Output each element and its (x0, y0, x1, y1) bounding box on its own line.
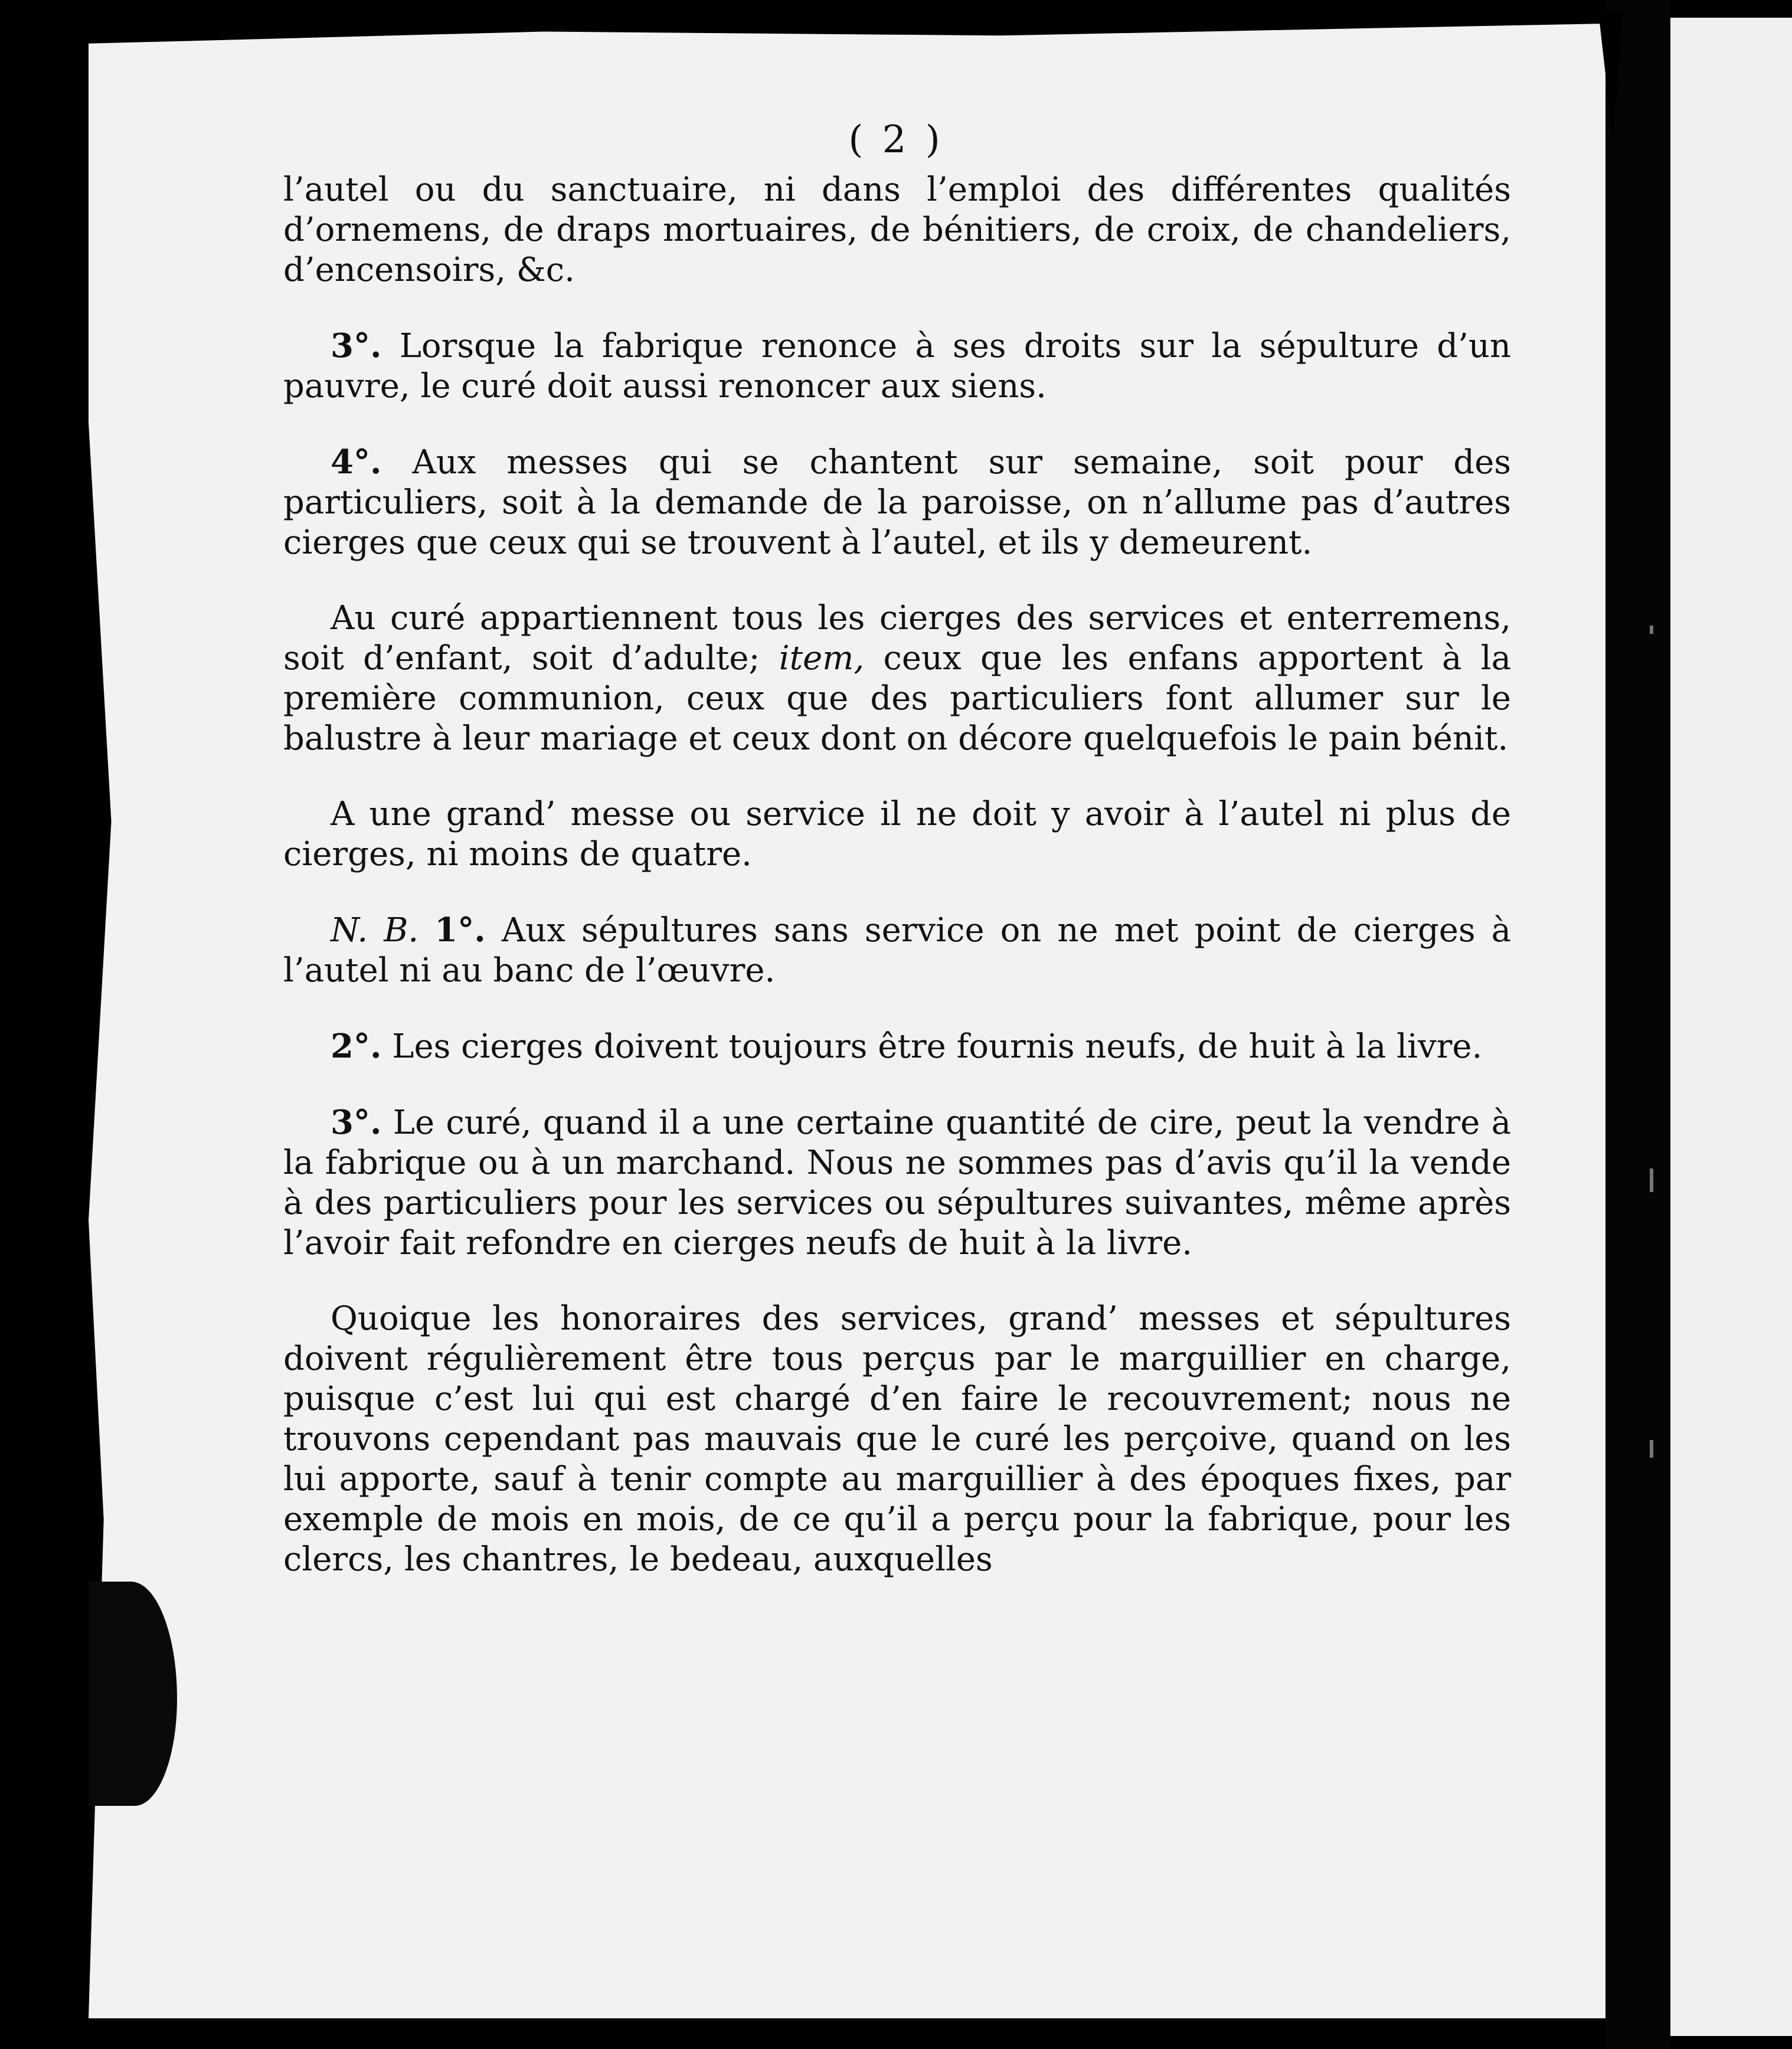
paragraph-text: Quoique les honoraires des services, grand’ messes et sépultures doivent régulièrement être tous perçus par le marguillier en charge, puisque c’est lui qui est chargé d’en faire le recouvrement; nous ne trouvons cependant pas mauvais que le curé les perçoive, quand on les lui apporte, sauf à tenir compte au marguillier à des époques fixes, par exemple de mois en mois, de ce qu’il a perçu pour la fabrique, pour les clercs, les chantres, le bedeau, auxquelles (283, 1300, 1511, 1579)
paragraph (283, 170, 1511, 290)
paragraph-text: Au curé appartiennent tous les cierges des services et enterremens, soit d’enfant, soit d’adulte; (283, 599, 1511, 677)
paragraph-text: Aux sépultures sans service on ne met point de cierges à l’autel ni au banc de l’œuvre. (283, 911, 1512, 990)
body-text (283, 170, 1511, 1615)
italic-word: item, (779, 639, 865, 677)
paragraph (283, 910, 1511, 991)
paragraph (283, 1026, 1511, 1067)
item-number: 3°. (331, 326, 382, 365)
paragraph (283, 1102, 1511, 1264)
paragraph (283, 326, 1511, 407)
page-number: ( 2 ) (848, 118, 944, 162)
book-gutter (1605, 0, 1670, 2049)
paragraph-text: Les cierges doivent toujours être fournis neufs, de huit à la livre. (392, 1027, 1483, 1066)
paragraph (283, 598, 1511, 759)
nota-bene-label: N. B. (331, 911, 419, 950)
margin-mark (1650, 1168, 1653, 1192)
item-number: 4°. (331, 443, 382, 482)
margin-mark (1650, 626, 1653, 634)
margin-mark (1650, 1440, 1653, 1458)
item-number: 1°. (434, 911, 486, 950)
facing-page-edge (1670, 18, 1792, 2036)
paragraph-text: l’autel ou du sanctuaire, ni dans l’emploi des différentes qualités d’ornemens, de draps mortuaires, de bénitiers, de croix, de chandeliers, d’encensoirs, &c. (283, 171, 1511, 289)
paragraph-text: Aux messes qui se chantent sur semaine, soit pour des particuliers, soit à la demande de la paroisse, on n’allume pas d’autres cierges que ceux qui se trouvent à l’autel, et ils y demeurent. (283, 443, 1511, 562)
item-number: 3°. (331, 1103, 382, 1142)
paragraph (283, 1299, 1511, 1580)
paragraph (283, 794, 1511, 875)
paragraph-text: A une grand’ messe ou service il ne doit y avoir à l’autel ni plus de cierges, ni moins de quatre. (283, 795, 1511, 873)
paragraph (283, 442, 1511, 563)
paragraph-text: ceux que les enfans apportent à la première communion, ceux que des particuliers font allumer sur le balustre à leur mariage et ceux dont on décore quelquefois le pain bénit. (283, 639, 1511, 758)
paragraph-text: Le curé, quand il a une certaine quantité de cire, peut la vendre à la fabrique ou à un marchand. Nous ne sommes pas d’avis qu’il la vende à des particuliers pour les services ou sépultures suivantes, même après l’avoir fait refondre en cierges neufs de huit à la livre. (283, 1104, 1511, 1262)
paragraph-text: Lorsque la fabrique renonce à ses droits sur la sépulture d’un pauvre, le curé doit aussi renoncer aux siens. (283, 327, 1511, 405)
item-number: 2°. (331, 1027, 382, 1066)
